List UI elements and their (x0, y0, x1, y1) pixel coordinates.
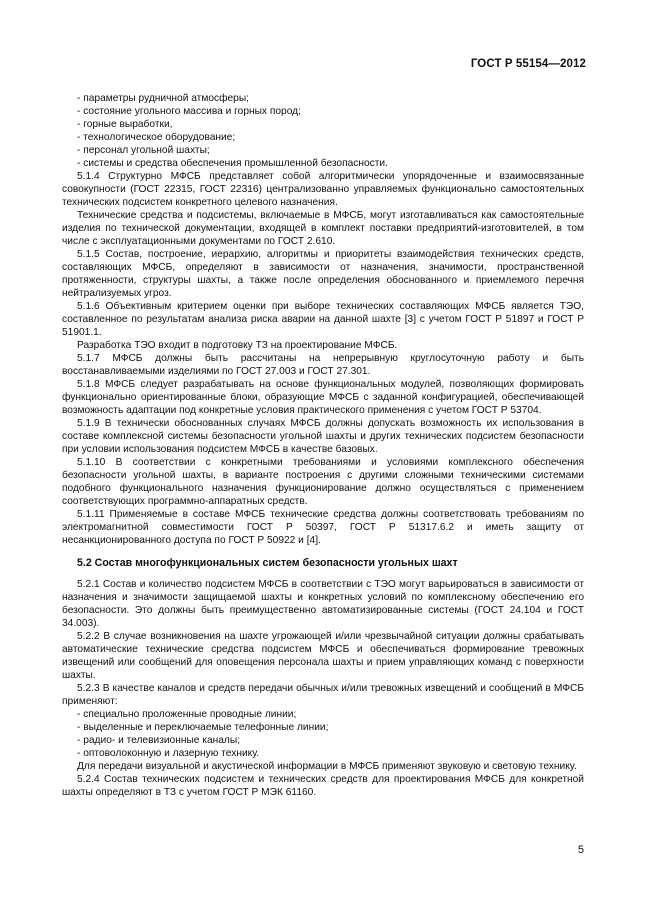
paragraph-5-1-5: 5.1.5 Состав, построение, иерархию, алгоритмы и приоритеты взаимодействия технических средств, составляющих МФСБ, определяют в зависимости от назначения, значимости, пространственной протяженности, структуры шахты, а также после определения обоснованного и приемлемого перечня нейтрализуемых угроз. (62, 249, 584, 299)
paragraph-teo: Разработка ТЭО входит в подготовку ТЗ на проектирование МФСБ. (77, 340, 398, 351)
paragraph-5-2-2: 5.2.2 В случае возникновения на шахте угрожающей и/или чрезвычайной ситуации должны срабатывать автоматические технические средства подсистем МФСБ и обеспечиваться формирование тревожных извещений или сообщений для оповещения персонала шахты и прием управляющих команд с поверхности шахты. (62, 631, 584, 681)
paragraph-5-2-1: 5.2.1 Состав и количество подсистем МФСБ в соответствии с ТЭО могут варьироваться в зависимости от назначения и значимости защищаемой шахты и конкретных условий по комплексному обеспечению его безопасности. Это должны быть преимущественно автоматизированные системы (ГОСТ 24.104 и ГОСТ 34.003). (62, 579, 584, 629)
paragraph-technical-means: Технические средства и подсистемы, включаемые в МФСБ, могут изготавливаться как самостоятельные изделия по технической документации, входящей в комплект поставки предприятий-изготовителей, в том числе с эксплуатационными документами по ГОСТ 2.610. (62, 210, 584, 247)
channels-list (62, 708, 584, 760)
list-item: - технологическое оборудование; (77, 132, 236, 143)
document-header: ГОСТ Р 55154—2012 (470, 58, 586, 70)
document-body (62, 92, 584, 799)
paragraph-5-2-3: 5.2.3 В качестве каналов и средств передачи обычных и/или тревожных извещений и сообщений в МФСБ применяют: (62, 683, 584, 707)
list-item: - оптоволоконную и лазерную технику. (77, 748, 260, 759)
list-item: - состояние угольного массива и горных пород; (77, 106, 301, 117)
list-item: - радио- и телевизионные каналы; (77, 735, 241, 746)
list-item: - персонал угольной шахты; (77, 145, 210, 156)
list-item: - специально проложенные проводные линии; (77, 709, 297, 720)
paragraph-5-1-9: 5.1.9 В технически обоснованных случаях МФСБ должны допускать возможность их использования в составе комплексной системы безопасности угольной шахты и других технических подсистем безопасности при условии использования подсистем МФСБ в качестве базовых. (62, 418, 584, 455)
paragraph-5-1-7: 5.1.7 МФСБ должны быть рассчитаны на непрерывную круглосуточную работу и быть восстанавливаемыми изделиями по ГОСТ 27.003 и ГОСТ 27.301. (62, 353, 584, 377)
paragraph-5-1-8: 5.1.8 МФСБ следует разрабатывать на основе функциональных модулей, позволяющих формировать функционально ориентированные блоки, образующие МФСБ с заданной конфигурацией, обеспечивающей возможность адаптации под конкретные условия практического применения с учетом ГОСТ Р 53704. (62, 379, 584, 416)
section-title: 5.2 Состав многофункциональных систем безопасности угольных шахт (77, 557, 458, 569)
paragraph-5-2-4: 5.2.4 Состав технических подсистем и технических средств для проектирования МФСБ для конкретной шахты определяют в ТЗ с учетом ГОСТ Р МЭК 61160. (62, 774, 584, 798)
paragraph-5-1-11: 5.1.11 Применяемые в составе МФСБ технические средства должны соответствовать требованиям по электромагнитной совместимости ГОСТ Р 50397, ГОСТ Р 51317.6.2 и иметь защиту от несанкционированного доступа по ГОСТ Р 50922 и [4]. (62, 509, 584, 546)
paragraph-visual-acoustic: Для передачи визуальной и акустической информации в МФСБ применяют звуковую и световую технику. (77, 761, 577, 772)
paragraph-5-1-6: 5.1.6 Объективным критерием оценки при выборе технических составляющих МФСБ является ТЭО, составленное по результатам анализа риска аварии на данной шахте [3] с учетом ГОСТ Р 51897 и ГОСТ Р 51901.1. (62, 301, 584, 338)
list-item: - выделенные и переключаемые телефонные линии; (77, 722, 329, 733)
paragraph-5-1-4: 5.1.4 Структурно МФСБ представляет собой алгоритмически упорядоченные и взаимосвязанные совокупности (ГОСТ 22315, ГОСТ 22316) централизованно управляемых функционально самостоятельных технических подсистем конкретного целевого назначения. (62, 171, 584, 208)
list-item: - горные выработки, (77, 119, 173, 130)
paragraph-5-1-10: 5.1.10 В соответствии с конкретными требованиями и условиями комплексного обеспечения безопасности угольной шахты, в варианте построения с другими сложными техническими системами подобного функционального назначения функционирование должно осуществляться с применением соответствующих программно-аппаратных средств. (62, 457, 584, 507)
list-item: - системы и средства обеспечения промышленной безопасности. (77, 158, 388, 169)
hazard-list (62, 92, 584, 170)
page-number: 5 (577, 844, 584, 856)
list-item: - параметры рудничной атмосферы; (77, 93, 249, 104)
